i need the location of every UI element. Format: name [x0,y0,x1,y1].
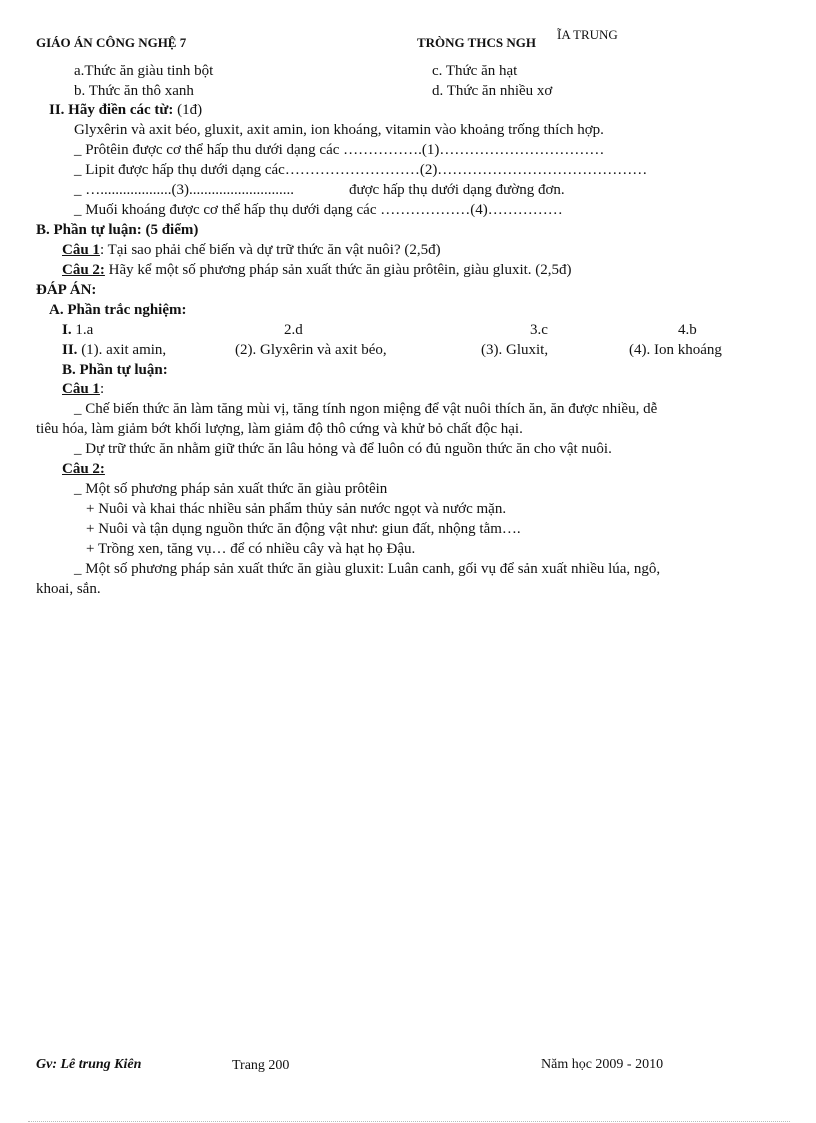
question-1-text: : Tại sao phải chế biến và dự trữ thức ăn vật nuôi? (2,5đ) [99,242,441,258]
answer-c1-line-3: _ Dự trữ thức ăn nhằm giữ thức ăn lâu hỏng và để luôn có đủ nguồn thức ăn cho vật nuôi. [74,441,612,457]
answer-c2-line-1: _ Một số phương pháp sản xuất thức ăn giàu prôtêin [74,481,388,497]
answers-sectionB: B. Phần tự luận: [62,362,168,378]
answer-1: 1.a [71,322,94,338]
fill-answer-4: (4). Ion khoáng [629,342,722,358]
answer-c1-heading [62,380,104,398]
page-bottom-border [28,1121,790,1122]
fill-answer-2: (2). Glyxêrin và axit béo, [235,342,387,358]
header-school: TRÒNG THCS NGH [417,35,536,50]
answer-c2-label: Câu 2: [62,461,105,477]
answers-sectionA: A. Phần trắc nghiệm: [49,302,187,318]
option-d: d. Thức ăn nhiều xơ [432,83,553,99]
answer-c1-label: Câu 1 [62,381,100,397]
option-b: b. Thức ăn thô xanh [74,83,194,99]
answer-c2-line-5: _ Một số phương pháp sản xuất thức ăn giàu gluxit: Luân canh, gối vụ để sản xuất nhiều lúa, ngô, [74,561,661,577]
answer-row-1-label-group [62,321,93,339]
fill-line-1: _ Prôtêin được cơ thể hấp thu dưới dạng các …………….(1)…………………………… [74,142,605,158]
fill-line-2: _ Lipit được hấp thụ dưới dạng các………………………(2)…………………………………… [74,162,648,178]
part2-heading-title: II. Hãy điền các từ: [49,102,174,118]
answer-c1-colon: : [99,381,105,397]
answer-row-2-label: II. [62,342,78,358]
footer-school-year: Năm học 2009 - 2010 [541,1057,664,1072]
part2-heading-points: (1đ) [173,102,203,118]
question-2-label: Câu 2: [62,262,105,278]
answer-4: 4.b [678,322,697,338]
question-2-text: Hãy kể một số phương pháp sản xuất thức ăn giàu prôtêin, giàu gluxit. (2,5đ) [104,262,572,278]
answer-row-2-label-group [62,341,166,359]
header-left: GIÁO ÁN CÔNG NGHỆ 7 [36,35,187,50]
answer-c2-line-6: khoai, sắn. [36,581,101,597]
question-1-label: Câu 1 [62,242,100,258]
question-1 [62,241,441,259]
option-c: c. Thức ăn hạt [432,63,518,79]
answer-3: 3.c [530,322,548,338]
answer-2: 2.d [284,322,303,338]
answer-c1-line-1: _ Chế biến thức ăn làm tăng mùi vị, tăng tính ngon miệng để vật nuôi thích ăn, ăn được nhiều, dễ [74,401,658,417]
footer-page-number: Trang 200 [232,1058,290,1073]
part2-instruction: Glyxêrin và axit béo, gluxit, axit amin, ion khoáng, vitamin vào khoảng trống thích hợp. [74,122,604,138]
fill-line-3-blank: _ …...................(3)............................ [74,182,294,198]
question-2 [62,261,572,279]
answers-title: ĐÁP ÁN: [36,282,97,298]
answer-c2-line-3: + Nuôi và tận dụng nguồn thức ăn động vật như: giun đất, nhộng tằm…. [86,521,521,537]
answer-c2-line-4: + Trồng xen, tăng vụ… để có nhiều cây và hạt họ Đậu. [86,541,416,557]
fill-answer-3: (3). Gluxit, [481,342,549,358]
option-a: a.Thức ăn giàu tinh bột [74,63,214,79]
answer-row-1-label: I. [62,322,72,338]
footer-teacher: Gv: Lê trung Kiên [36,1057,142,1072]
header-school-suffix: ĨA TRUNG [557,27,618,42]
answer-c2-line-2: + Nuôi và khai thác nhiều sản phẩm thủy sản nước ngọt và nước mặn. [86,501,507,517]
partB-heading: B. Phần tự luận: (5 điểm) [36,222,199,238]
fill-answer-1: (1). axit amin, [77,342,167,358]
part2-heading [49,101,202,119]
fill-line-4: _ Muối khoáng được cơ thể hấp thụ dưới dạng các ………………(4)…………… [74,202,563,218]
answer-c1-line-2: tiêu hóa, làm giảm bớt khối lượng, làm giảm độ thô cứng và khử bỏ chất độc hại. [36,421,523,437]
fill-line-3-text: được hấp thụ dưới dạng đường đơn. [349,182,565,198]
